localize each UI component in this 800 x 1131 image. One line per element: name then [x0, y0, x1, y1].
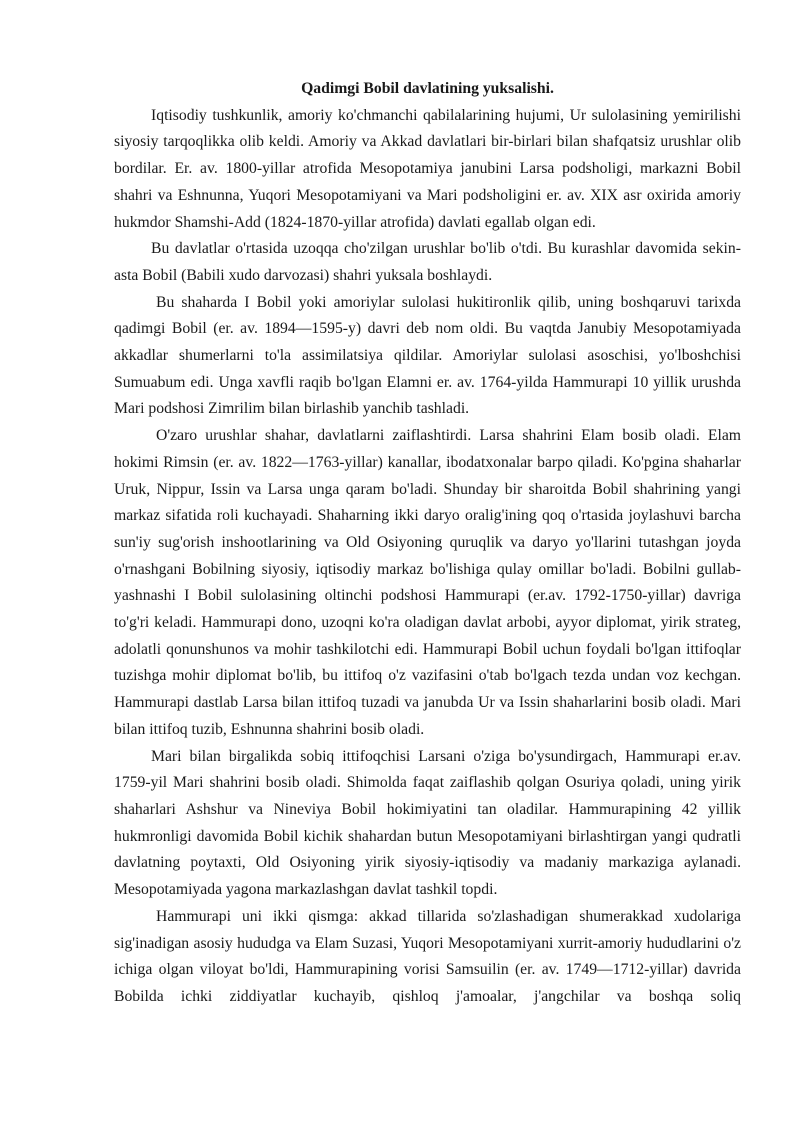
paragraph-4: O'zaro urushlar shahar, davlatlarni zaiflashtirdi. Larsa shahrini Elam bosib oladi. Elam hokimi Rimsin (er. av. 1822—1763-yillar) kanallar, ibodatxonalar barpo qiladi. Ko'pgina shaharlar Uruk, Nippur, Issin va Larsa unga qaram bo'ladi. Shunday bir sharoitda Bobil shahrining yangi markaz sifatida roli kuchayadi. Shaharning ikki daryo oralig'ining qoq o'rtasida joylashuvi barcha sun'iy sug'orish inshootlarining va Old Osiyoning quruqlik va daryo yo'llarini tutashgan joyda o'rnashgani Bobilning siyosiy, iqtisodiy markaz bo'lishiga qulay omillar bo'ladi. Bobilni gullab-yashnashi I Bobil sulolasining oltinchi podshosi Hammurapi (er.av. 1792-1750-yillar) davriga to'g'ri keladi. Hammurapi dono, uzoqni ko'ra oladigan davlat arbobi, ayyor diplomat, yirik strateg, adolatli qonunshunos va mohir tashkilotchi edi. Hammurapi Bobil uchun foydali bo'lgan ittifoqlar tuzishga mohir diplomat bo'lib, bu ittifoq o'z vazifasini o'tab bo'lgach tezda undan voz kechgan. Hammurapi dastlab Larsa bilan ittifoq tuzadi va janubda Ur va Issin shaharlarini bosib oladi. Mari bilan ittifoq tuzib, Eshnunna shahrini bosib oladi.: [114, 427, 741, 738]
paragraph-1: Iqtisodiy tushkunlik, amoriy ko'chmanchi qabilalarining hujumi, Ur sulolasining yemirilishi siyosiy tarqoqlikka olib keldi. Amoriy va Akkad davlatlari bir-birlari bilan shafqatsiz urushlar olib bordilar. Er. av. 1800-yillar atrofida Mesopotamiya janubini Larsa podsholigi, markazni Bobil shahri va Eshnunna, Yuqori Mesopotamiyani va Mari podsholigini er. av. XIX asr oxirida amoriy hukmdor Shamshi-Add (1824-1870-yillar atrofida) davlati egallab olgan edi.: [114, 106, 741, 231]
document-body: [114, 76, 741, 1011]
document-title: Qadimgi Bobil davlatining yuksalishi.: [301, 80, 554, 97]
paragraph-3: Bu shaharda I Bobil yoki amoriylar sulolasi hukitironlik qilib, uning boshqaruvi tarixda qadimgi Bobil (er. av. 1894—1595-y) davri deb nom oldi. Bu vaqtda Janubiy Mesopotamiyada akkadlar shumerlarni to'la assimilatsiya qildilar. Amoriylar sulolasi asoschisi, yo'lboshchisi Sumuabum edi. Unga xavfli raqib bo'lgan Elamni er. av. 1764-yilda Hammurapi 10 yillik urushda Mari podshosi Zimrilim bilan birlashib yanchib tashladi.: [114, 293, 741, 418]
paragraph-6: Hammurapi uni ikki qismga: akkad tillarida so'zlashadigan shumerakkad xudolariga sig'inadigan asosiy hududga va Elam Suzasi, Yuqori Mesopotamiyani xurrit-amoriy hududlarini o'z ichiga olgan viloyat bo'ldi, Hammurapining vorisi Samsuilin (er. av. 1749—1712-yillar) davrida Bobilda ichki ziddiyatlar kuchayib, qishloq j'amoalar, j'angchilar va boshqa soliq: [114, 907, 741, 1005]
paragraph-2: Bu davlatlar o'rtasida uzoqqa cho'zilgan urushlar bo'lib o'tdi. Bu kurashlar davomida sekin-asta Bobil (Babili xudo darvozasi) shahri yuksala boshlaydi.: [114, 240, 741, 284]
paragraph-5: Mari bilan birgalikda sobiq ittifoqchisi Larsani o'ziga bo'ysundirgach, Hammurapi er.av. 1759-yil Mari shahrini bosib oladi. Shimolda faqat zaiflashib qolgan Osuriya qoladi, uning yirik shaharlari Ashshur va Nineviya Bobil hokimiyatini tan oladilar. Hammurapining 42 yillik hukmronligi davomida Bobil kichik shahardan butun Mesopotamiyani birlashtirgan yangi qudratli davlatning poytaxti, Old Osiyoning yirik siyosiy-iqtisodiy va madaniy markaziga aylanadi. Mesopotamiyada yagona markazlashgan davlat tashkil topdi.: [114, 747, 741, 899]
